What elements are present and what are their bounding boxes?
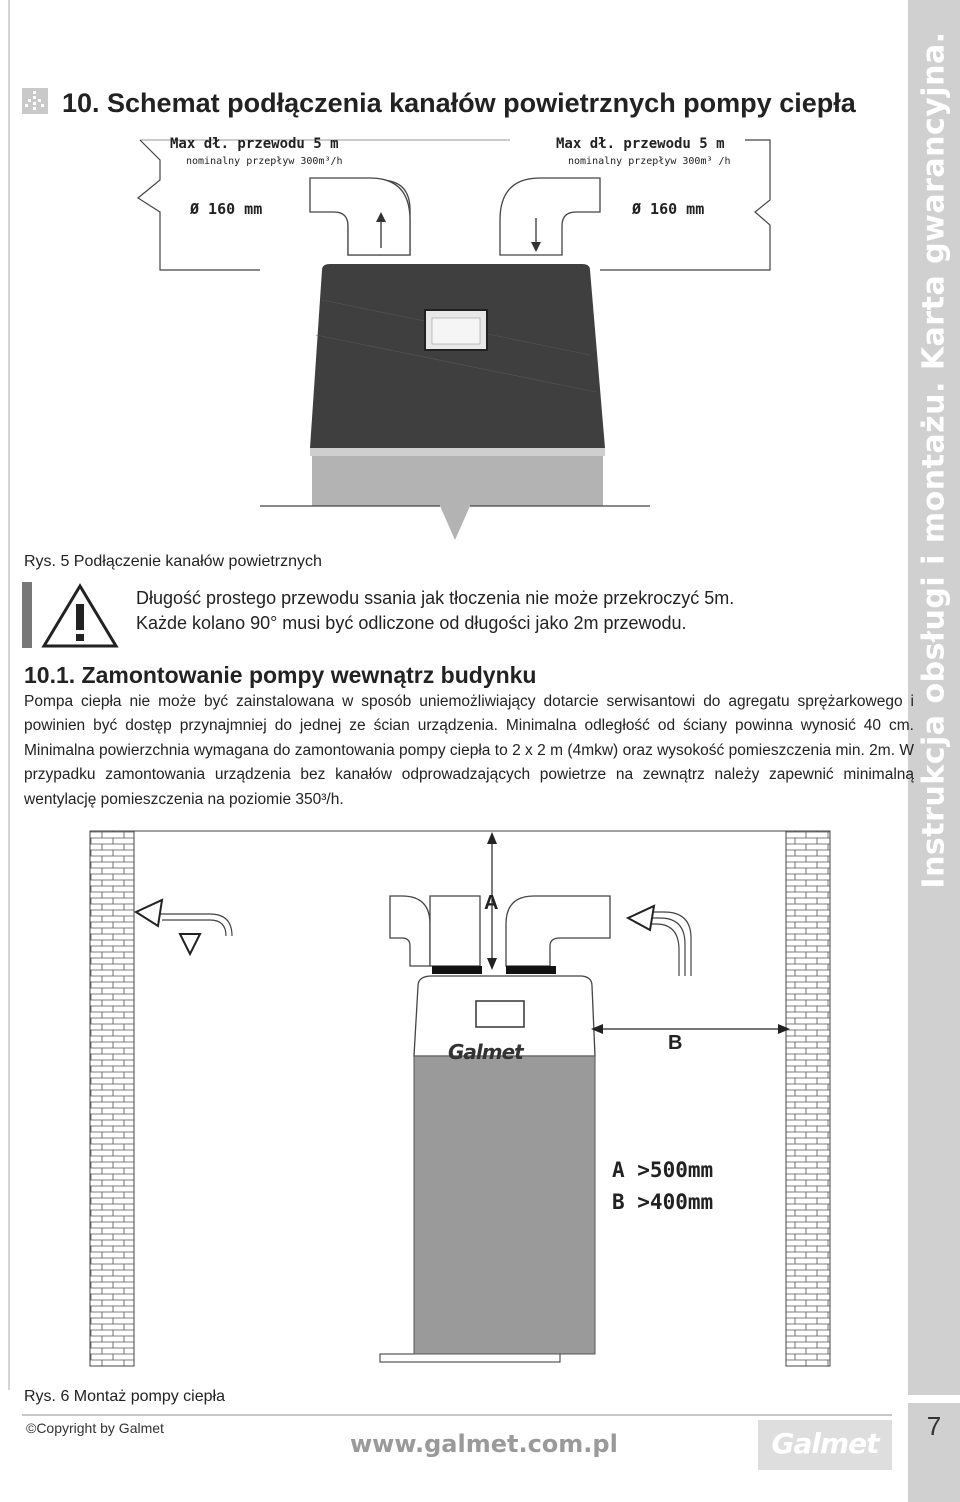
unit-brand-logo: Galmet	[448, 1040, 523, 1064]
right-duct-diameter: Ø 160 mm	[632, 200, 705, 218]
website-link[interactable]: www.galmet.com.pl	[350, 1430, 618, 1458]
subsection-paragraph: Pompa ciepła nie może być zainstalowana w sposób uniemożliwiający dotarcie serwisantowi do agregatu sprężarkowego i powinien być dostęp przynajmniej do jednej ze ścian urządzenia. Minimalna odległość od ściany powinna wynosić 40 cm. Minimalna powierzchnia wymagana do zamontowania pompy ciepła to 2 x 2 m (4mkw) oraz wysokość pomieszczenia min. 2m. W przypadku zamontowania urządzenia bez kanałów odprowadzających powietrze na zewnątrz należy zapewnić minimalną wentylację pomieszczenia na poziomie 350³/h.	[24, 693, 914, 808]
copyright: ©Copyright by Galmet	[26, 1420, 164, 1436]
dimension-a-label: A	[484, 892, 499, 914]
warning-icon	[40, 582, 120, 650]
warning-line-1: Długość prostego przewodu ssania jak tłoczenia nie może przekroczyć 5m.	[136, 588, 735, 608]
left-duct-flow: nominalny przepływ 300m³/h	[186, 156, 343, 167]
warning-text	[136, 586, 734, 636]
left-duct-diameter: Ø 160 mm	[190, 200, 263, 218]
warning-bar	[22, 582, 32, 648]
right-duct-flow: nominalny przepływ 300m³ /h	[568, 156, 731, 167]
figure-6-caption: Rys. 6 Montaż pompy ciepła	[24, 1388, 225, 1405]
dimension-b-label: B	[668, 1032, 683, 1054]
section-icon	[22, 88, 48, 114]
left-duct-max-length: Max dł. przewodu 5 m	[170, 136, 339, 152]
page-margin-rule	[8, 0, 10, 1390]
galmet-logo-text: Galmet	[771, 1427, 879, 1460]
dimension-b-value: B >400mm	[612, 1190, 714, 1214]
section-title: 10. Schemat podłączenia kanałów powietrznych pompy ciepła	[62, 88, 856, 118]
right-duct-max-length: Max dł. przewodu 5 m	[556, 136, 725, 152]
installation-diagram	[80, 826, 840, 1376]
footer-rule	[22, 1414, 892, 1416]
subsection-title: 10.1. Zamontowanie pompy wewnątrz budynku	[24, 662, 537, 688]
figure-5-caption: Rys. 5 Podłączenie kanałów powietrznych	[24, 553, 322, 570]
galmet-logo	[758, 1420, 892, 1470]
duct-connection-diagram	[130, 130, 780, 550]
dimension-a-value: A >500mm	[612, 1158, 714, 1182]
warning-line-2: Każde kolano 90° musi być odliczone od długości jako 2m przewodu.	[136, 613, 687, 633]
page-number: 7	[908, 1403, 960, 1502]
sidebar-title: Instrukcja obsługi i montażu. Karta gwarancyjna.	[916, 31, 952, 889]
